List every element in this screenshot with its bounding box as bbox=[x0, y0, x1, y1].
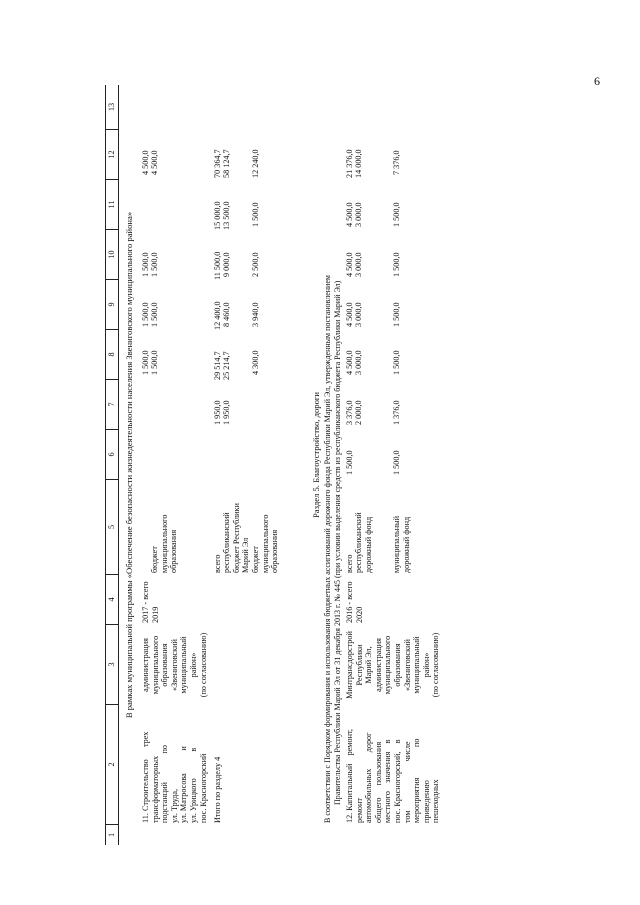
program-title: В рамках муниципальной программы «Обеспечение безопасности жизнедеятельности населения Звениговского муниципального района» bbox=[124, 211, 134, 719]
row11-total-c12: 4 500,0 bbox=[141, 150, 150, 175]
section5-title: Раздел 5. Благоустройство, дороги bbox=[311, 392, 321, 518]
cell-line: общего пользования bbox=[373, 741, 383, 823]
row11-budget-c10: 1 500,0 bbox=[150, 252, 159, 277]
cell-line: район» bbox=[188, 652, 198, 678]
col-header-8: 8 bbox=[106, 330, 118, 380]
total4-r1-c7: 1 950,0 bbox=[213, 400, 222, 425]
row11-executor bbox=[141, 625, 208, 705]
total4-r2-c10: 9 000,0 bbox=[222, 252, 231, 277]
cell-line: 2017 - всего bbox=[141, 581, 150, 623]
cell-line: пешеходных bbox=[431, 779, 441, 823]
total4-r2-c11: 13 500,0 bbox=[222, 201, 231, 230]
cell-line: Республики bbox=[354, 644, 364, 686]
total4-r2-c12: 58 124,7 bbox=[222, 149, 231, 178]
col-header-11: 11 bbox=[106, 180, 118, 230]
cell-line: образования bbox=[270, 529, 280, 573]
cell-line: Марий Эл, bbox=[364, 646, 374, 684]
cell-line: республиканский bbox=[222, 512, 231, 573]
col-header-12: 12 bbox=[106, 130, 118, 180]
col-header-1: 1 bbox=[107, 832, 116, 838]
cell-line: 2016 - всего bbox=[345, 581, 354, 623]
cell-line: бюджет bbox=[150, 546, 159, 573]
cell-line: всего bbox=[345, 554, 354, 573]
rotated-table-canvas bbox=[105, 85, 625, 845]
row11-name bbox=[141, 705, 208, 823]
cell-line: бюджет Республики bbox=[231, 503, 241, 573]
total4-r3-c8: 4 300,0 bbox=[251, 350, 260, 375]
total4-label: Итого по разделу 4 bbox=[213, 756, 222, 823]
cell-line: муниципального bbox=[383, 635, 393, 695]
row11-budget-c8: 1 500,0 bbox=[150, 350, 159, 375]
cell-line: муниципальный bbox=[179, 636, 189, 694]
cell-line: образования bbox=[392, 643, 402, 687]
cell-line: образования bbox=[169, 529, 179, 573]
cell-line: «Звениговский bbox=[402, 639, 412, 691]
total4-source-2 bbox=[222, 483, 251, 573]
total4-source-3 bbox=[251, 483, 280, 573]
total4-r3-c12: 12 240,0 bbox=[251, 149, 260, 178]
row12-r2-c9: 3 000,0 bbox=[354, 302, 363, 327]
total4-r1-c9: 12 400,0 bbox=[213, 301, 222, 330]
column-number-header bbox=[105, 85, 119, 845]
row12-r3-c7: 1 376,0 bbox=[392, 400, 401, 425]
cell-line: том числе bbox=[402, 741, 412, 823]
col-header-9: 9 bbox=[106, 280, 118, 330]
row12-r2-c12: 14 000,0 bbox=[354, 149, 363, 178]
row12-r1-c6: 1 500,0 bbox=[345, 450, 354, 475]
page-number: 6 bbox=[594, 74, 600, 88]
cell-line: подстанций по bbox=[160, 744, 170, 823]
row11-source bbox=[150, 483, 179, 573]
cell-line: республиканский bbox=[354, 512, 363, 573]
row12-source-3 bbox=[392, 483, 411, 573]
col-header-5: 5 bbox=[106, 480, 118, 575]
row11-total-c9: 1 500,0 bbox=[141, 302, 150, 327]
cell-line: трансформаторных bbox=[150, 755, 160, 823]
cell-line: бюджет bbox=[251, 546, 260, 573]
row12-r3-c9: 1 500,0 bbox=[392, 302, 401, 327]
cell-line: муниципальный bbox=[392, 516, 401, 573]
row12-source-2 bbox=[354, 483, 373, 573]
row11-total-c10: 1 500,0 bbox=[141, 252, 150, 277]
cell-line: пос. Красногорский bbox=[198, 753, 208, 823]
row11-budget-c9: 1 500,0 bbox=[150, 302, 159, 327]
col-header-2: 2 bbox=[106, 705, 118, 825]
col-header-7: 7 bbox=[106, 380, 118, 430]
row12-period bbox=[345, 575, 364, 623]
cell-line: «Звениговский bbox=[169, 639, 179, 691]
total4-r2-c9: 8 460,0 bbox=[222, 302, 231, 327]
total4-r1-c10: 11 500,0 bbox=[213, 251, 222, 280]
row12-r3-c11: 1 500,0 bbox=[392, 202, 401, 227]
cell-line: мероприятия по bbox=[412, 738, 422, 823]
row12-r2-c7: 2 000,0 bbox=[354, 400, 363, 425]
cell-line: дорожный фонд bbox=[401, 516, 411, 573]
section5-note-line2: Правительства Республики Марий Эл от 31 декабря 2013 г. № 445 (при условии выделения средств из республиканского бюджета Республики Марий Эл) bbox=[333, 280, 342, 805]
section5-note-line1: В соответствии с Порядком формирования и использования бюджетных ассигнований дорожного фонда Республики Марий Эл, утвержденным постановлением bbox=[323, 275, 332, 823]
total4-r1-c11: 15 000,0 bbox=[213, 201, 222, 230]
row12-r1-c12: 21 376,0 bbox=[345, 149, 354, 178]
total4-r3-c11: 1 500,0 bbox=[251, 202, 260, 227]
cell-line: муниципального bbox=[150, 635, 160, 695]
cell-line: 2019 bbox=[150, 606, 160, 623]
cell-line: 11. Строительство трех bbox=[141, 731, 150, 823]
total4-r2-c7: 1 950,0 bbox=[222, 400, 231, 425]
cell-line: Минтрансдорстрой bbox=[345, 631, 354, 699]
cell-line: администрация bbox=[141, 638, 150, 692]
row12-r2-c8: 3 000,0 bbox=[354, 350, 363, 375]
row12-r2-c10: 3 000,0 bbox=[354, 252, 363, 277]
col-header-4: 4 bbox=[106, 575, 118, 625]
cell-line: район» bbox=[421, 652, 431, 678]
cell-line: (по согласованию) bbox=[198, 632, 208, 698]
cell-line: всего bbox=[213, 554, 222, 573]
row11-total-c8: 1 500,0 bbox=[141, 350, 150, 375]
col-header-13: 13 bbox=[106, 85, 118, 130]
cell-line: образования bbox=[160, 643, 170, 687]
row11-budget-c12: 4 500,0 bbox=[150, 150, 159, 175]
row12-r1-c11: 4 500,0 bbox=[345, 202, 354, 227]
col-header-10: 10 bbox=[106, 230, 118, 280]
col-header-6: 6 bbox=[106, 430, 118, 480]
row12-name bbox=[345, 705, 441, 823]
cell-line: 2020 bbox=[354, 606, 364, 623]
cell-line: (по согласованию) bbox=[431, 632, 441, 698]
cell-line: 12. Капитальный ремонт, bbox=[345, 729, 354, 823]
total4-r3-c9: 3 940,0 bbox=[251, 302, 260, 327]
row12-r3-c12: 7 376,0 bbox=[392, 150, 401, 175]
cell-line: ул. Урицкого в bbox=[188, 747, 198, 823]
cell-line: дорожный фонд bbox=[363, 516, 373, 573]
cell-line: муниципальный bbox=[412, 636, 422, 694]
cell-line: ул. Труда, bbox=[169, 788, 179, 823]
row12-r2-c11: 3 000,0 bbox=[354, 202, 363, 227]
row12-r1-c9: 4 500,0 bbox=[345, 302, 354, 327]
row11-period bbox=[141, 575, 160, 623]
row12-r3-c8: 1 500,0 bbox=[392, 350, 401, 375]
row12-r1-c7: 3 376,0 bbox=[345, 400, 354, 425]
cell-line: муниципального bbox=[159, 514, 169, 573]
row12-executor bbox=[345, 625, 441, 705]
row12-r1-c8: 4 500,0 bbox=[345, 350, 354, 375]
cell-line: Марий Эл bbox=[241, 537, 251, 573]
total4-r2-c8: 25 214,7 bbox=[222, 351, 231, 380]
cell-line: местного значения в bbox=[383, 739, 393, 823]
cell-line: ул. Матросова и bbox=[179, 746, 189, 823]
cell-line: ремонт bbox=[354, 798, 364, 823]
row12-r3-c6: 1 500,0 bbox=[392, 450, 401, 475]
col-header-3: 3 bbox=[106, 625, 118, 705]
cell-line: администрация bbox=[373, 638, 383, 692]
total4-r3-c10: 2 500,0 bbox=[251, 252, 260, 277]
cell-line: пос. Красногорский, в bbox=[392, 739, 402, 823]
cell-line: муниципального bbox=[260, 514, 270, 573]
row12-r1-c10: 4 500,0 bbox=[345, 252, 354, 277]
cell-line: автомобильных дорог bbox=[364, 732, 374, 823]
total4-r1-c8: 29 514,7 bbox=[213, 351, 222, 380]
row12-r3-c10: 1 500,0 bbox=[392, 252, 401, 277]
cell-line: приведению bbox=[421, 780, 431, 823]
total4-r1-c12: 70 364,7 bbox=[213, 149, 222, 178]
